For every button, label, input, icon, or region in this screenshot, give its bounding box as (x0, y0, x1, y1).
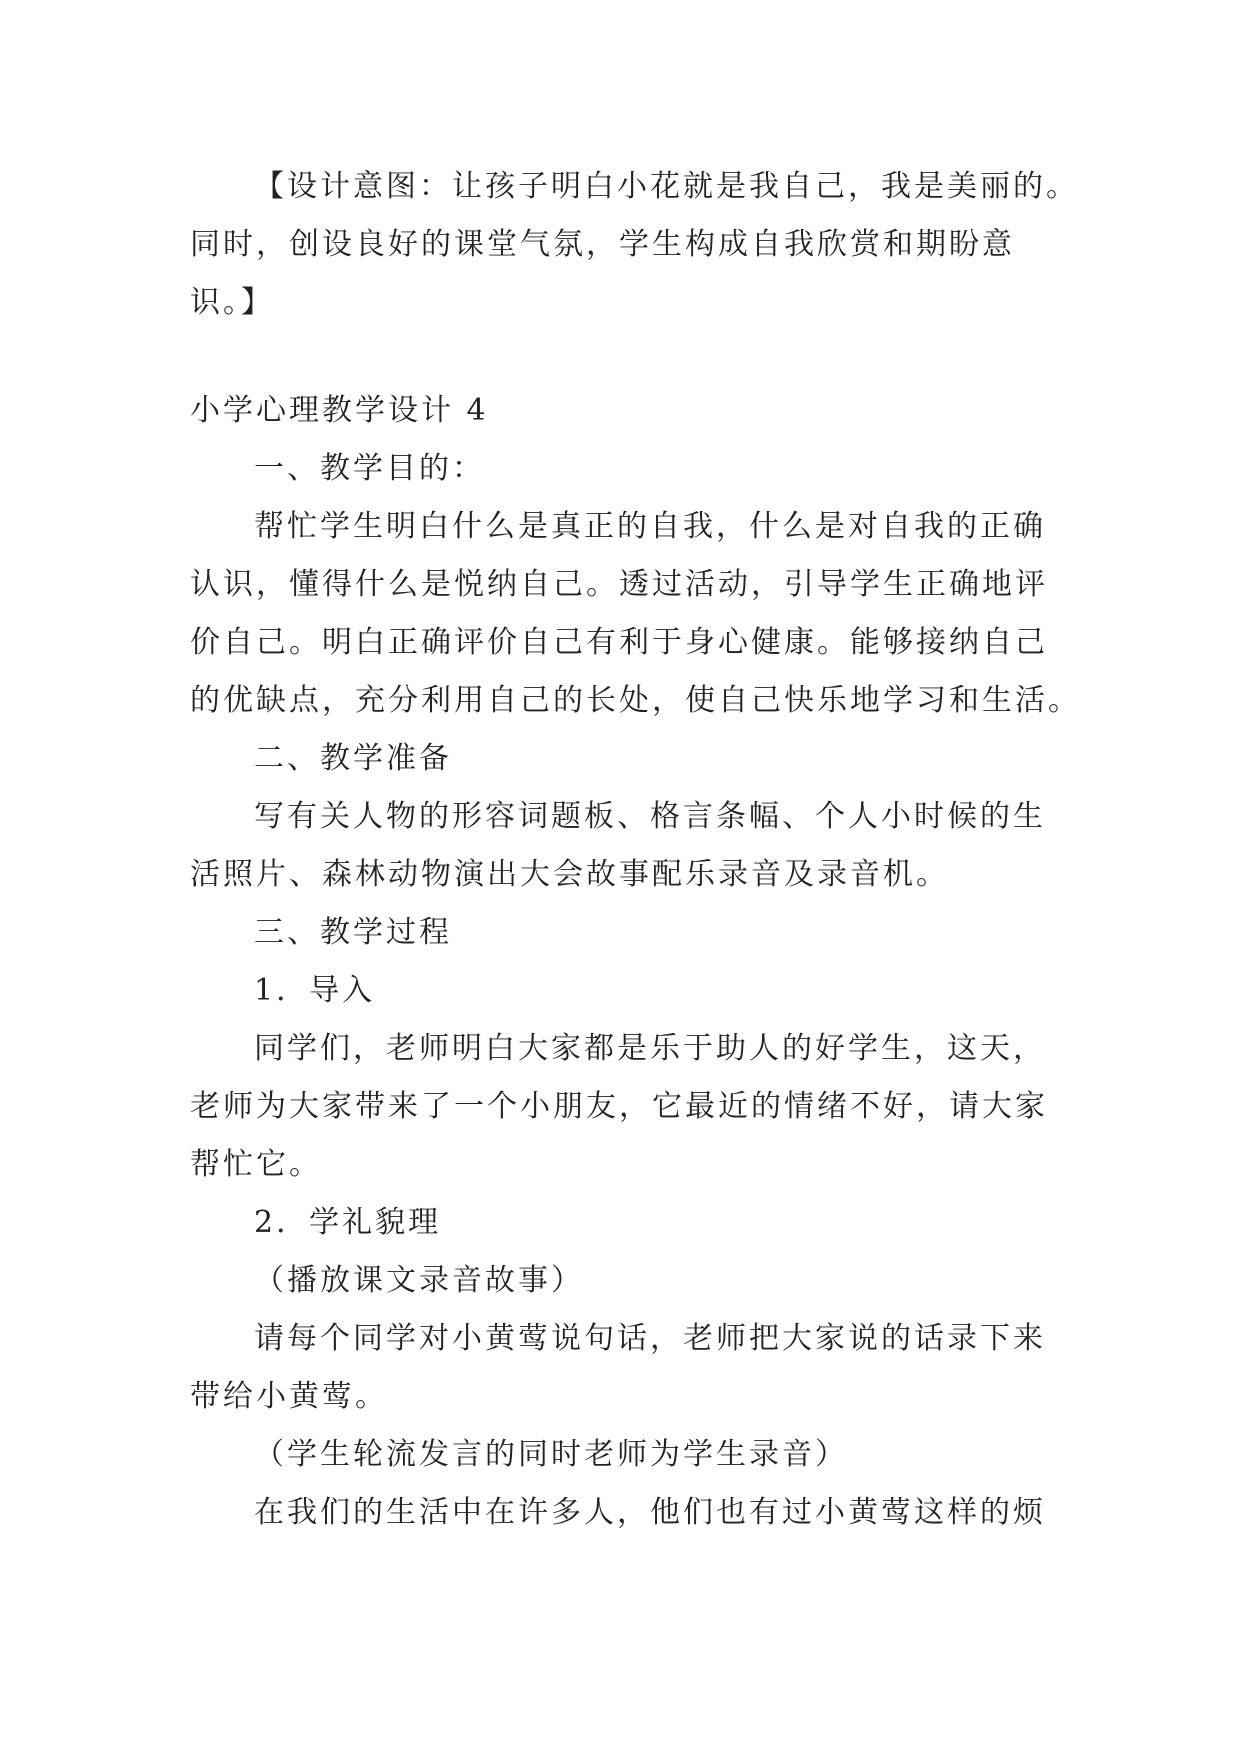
request-line-1: 请每个同学对小黄莺说句话，老师把大家说的话录下来 (254, 1321, 1046, 1356)
intro-line-1: 同学们，老师明白大家都是乐于助人的好学生，这天， (254, 1031, 1046, 1066)
closing-line-1: 在我们的生活中在许多人，他们也有过小黄莺这样的烦 (254, 1495, 1046, 1530)
goal-line-1: 帮忙学生明白什么是真正的自我，什么是对自我的正确 (254, 509, 1046, 544)
goal-line-3: 价自己。明白正确评价自己有利于身心健康。能够接纳自己 (190, 625, 1048, 660)
step-1-heading: 1．导入 (254, 973, 376, 1008)
design-note-line-2: 同时，创设良好的课堂气氛，学生构成自我欣赏和期盼意 (190, 227, 1015, 262)
heading-teaching-prep: 二、教学准备 (254, 741, 452, 776)
intro-line-2: 老师为大家带来了一个小朋友，它最近的情绪不好，请大家 (190, 1089, 1048, 1124)
play-note: （播放课文录音故事） (254, 1263, 584, 1298)
prep-line-1: 写有关人物的形容词题板、格言条幅、个人小时候的生 (254, 799, 1046, 834)
request-line-2: 带给小黄莺。 (190, 1379, 388, 1414)
heading-teaching-goal: 一、教学目的： (254, 451, 485, 486)
document-body (190, 158, 1081, 1542)
design-note-line-3: 识。】 (190, 285, 274, 320)
goal-line-2: 认识，懂得什么是悦纳自己。透过活动，引导学生正确地评 (190, 567, 1048, 602)
goal-line-4: 的优缺点，充分利用自己的长处，使自己快乐地学习和生活。 (190, 683, 1081, 718)
design-note-line-1: 【设计意图：让孩子明白小花就是我自己，我是美丽的。 (254, 169, 1079, 204)
step-2-heading: 2．学礼貌理 (254, 1205, 442, 1240)
record-note: （学生轮流发言的同时老师为学生录音） (254, 1437, 848, 1472)
intro-line-3: 帮忙它。 (190, 1147, 322, 1182)
section-title: 小学心理教学设计 4 (190, 393, 489, 428)
prep-line-2: 活照片、森林动物演出大会故事配乐录音及录音机。 (190, 857, 949, 892)
heading-teaching-process: 三、教学过程 (254, 915, 452, 950)
